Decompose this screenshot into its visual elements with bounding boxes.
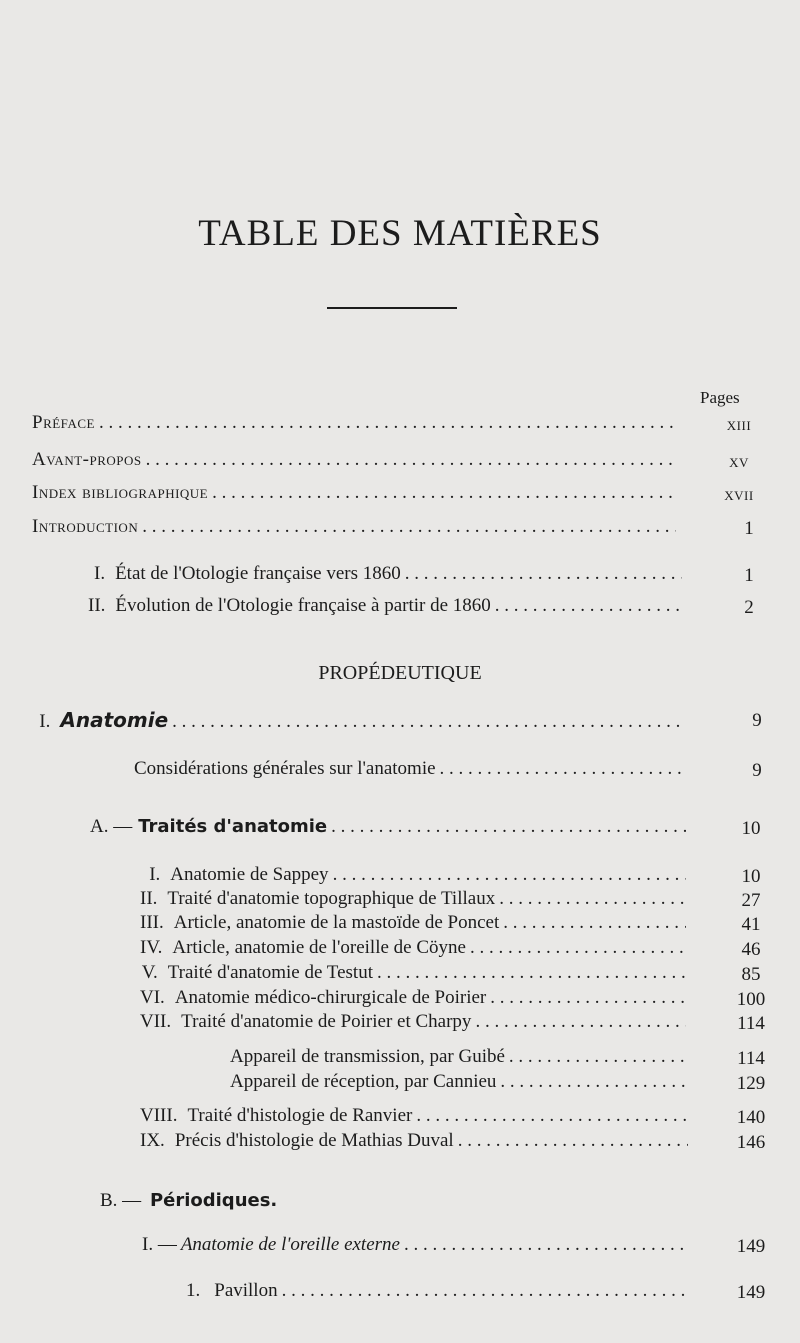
toc-entry-number: II.	[88, 595, 106, 616]
toc-entry-label: Article, anatomie de l'oreille de Cöyne	[172, 937, 466, 958]
toc-entry	[186, 1280, 694, 1306]
toc-entry-label: Index bibliographique	[32, 482, 209, 503]
toc-entry-label: Périodiques.	[149, 1190, 278, 1211]
toc-entry-page: 85	[741, 964, 761, 985]
toc-entry-page: 10	[741, 866, 761, 887]
toc-entry-page: 100	[736, 989, 766, 1010]
toc-entry-label: Précis d'histologie de Mathias Duval	[174, 1130, 454, 1151]
toc-entry-label: Considérations générales sur l'anatomie	[134, 758, 436, 779]
toc-entry	[90, 816, 690, 842]
toc-entry	[32, 516, 680, 542]
toc-entry-page: 2	[744, 597, 754, 618]
toc-entry	[32, 449, 680, 475]
toc-entry	[140, 937, 690, 963]
toc-entry-page: 140	[736, 1107, 766, 1128]
toc-entry-number: I.	[39, 711, 51, 732]
toc-entry	[140, 912, 690, 938]
toc-entry-label: Appareil de transmission, par Guibé	[230, 1046, 505, 1067]
toc-entry-label: Traité d'anatomie de Testut	[167, 962, 373, 983]
toc-entry-number: I.	[94, 563, 106, 584]
toc-entry-number: 1.	[186, 1280, 201, 1301]
toc-entry-label: Pavillon	[214, 1280, 278, 1301]
toc-entry	[140, 1011, 690, 1037]
toc-entry-number: IX.	[140, 1130, 165, 1151]
pages-column-label: Pages	[700, 388, 740, 407]
toc-entry-page: 146	[736, 1132, 766, 1153]
toc-entry	[140, 1105, 692, 1131]
toc-entry	[32, 482, 680, 508]
toc-entry-label: Introduction	[32, 516, 139, 537]
toc-entry-page: xiii	[726, 414, 752, 435]
toc-entry-page: xvii	[724, 484, 754, 505]
toc-entry-page: 46	[741, 939, 761, 960]
toc-entry-number: II.	[140, 888, 158, 909]
toc-entry	[94, 563, 686, 589]
toc-entry-label: Avant-propos	[32, 449, 142, 470]
toc-entry	[140, 888, 690, 914]
toc-entry	[140, 1130, 692, 1156]
toc-entry-page: 9	[752, 760, 762, 781]
toc-entry-page: 27	[741, 890, 761, 911]
toc-entry	[100, 1190, 277, 1212]
toc-entry-label: Traité d'anatomie de Poirier et Charpy	[181, 1011, 472, 1032]
toc-entry-page: 1	[744, 518, 754, 539]
toc-entry-label: Appareil de réception, par Cannieu	[230, 1071, 497, 1092]
toc-entry-page: 41	[741, 914, 761, 935]
toc-entry	[140, 987, 690, 1013]
toc-entry-label: Préface	[32, 412, 95, 433]
toc-entry	[88, 595, 686, 621]
toc-entry	[140, 962, 690, 988]
toc-entry-number: VIII.	[140, 1105, 178, 1126]
toc-entry-label: Anatomie médico-chirurgicale de Poirier	[174, 987, 487, 1008]
toc-entry-label: Traité d'anatomie topographique de Tillaux	[167, 888, 496, 909]
toc-entry-page: 114	[737, 1048, 765, 1069]
section-heading: PROPÉDEUTIQUE	[318, 662, 482, 684]
toc-entry-number: III.	[140, 912, 164, 933]
toc-entry-number: B. —	[100, 1190, 142, 1211]
toc-entry-label: Traité d'histologie de Ranvier	[187, 1105, 413, 1126]
toc-entry-number: IV.	[140, 937, 163, 958]
toc-entry-page: xv	[729, 451, 749, 472]
toc-entry-label: Anatomie de l'oreille externe	[180, 1234, 400, 1255]
toc-entry-label: Traités d'anatomie	[138, 816, 328, 837]
toc-entry-page: 10	[741, 818, 761, 839]
toc-entry	[38, 708, 686, 734]
toc-entry-label: Article, anatomie de la mastoïde de Poncet	[173, 912, 500, 933]
toc-entry	[134, 758, 690, 784]
toc-entry-page: 9	[752, 710, 762, 731]
toc-entry	[32, 412, 680, 438]
toc-entry-number: V.	[141, 962, 158, 983]
toc-entry-page: 114	[737, 1013, 765, 1034]
toc-entry	[230, 1046, 692, 1072]
page-title: TABLE DES MATIÈRES	[198, 213, 602, 254]
toc-entry	[140, 864, 690, 890]
toc-entry-number: I.	[149, 864, 161, 885]
title-rule	[327, 307, 457, 309]
toc-entry-page: 149	[736, 1282, 766, 1303]
toc-entry	[230, 1071, 692, 1097]
toc-entry-label: État de l'Otologie française vers 1860	[115, 563, 401, 584]
toc-entry-page: 1	[744, 565, 754, 586]
toc-entry-number: I. —	[142, 1234, 177, 1255]
toc-entry-label: Évolution de l'Otologie française à partir de 1860	[115, 595, 491, 616]
toc-entry-label: Anatomie de Sappey	[170, 864, 329, 885]
toc-entry-page: 149	[736, 1236, 766, 1257]
toc-entry-label: Anatomie	[60, 708, 169, 732]
toc-entry-page: 129	[736, 1073, 766, 1094]
toc-entry-number: A. —	[90, 816, 133, 837]
toc-entry-number: VI.	[140, 987, 165, 1008]
toc-entry	[142, 1234, 694, 1260]
toc-entry-number: VII.	[140, 1011, 172, 1032]
